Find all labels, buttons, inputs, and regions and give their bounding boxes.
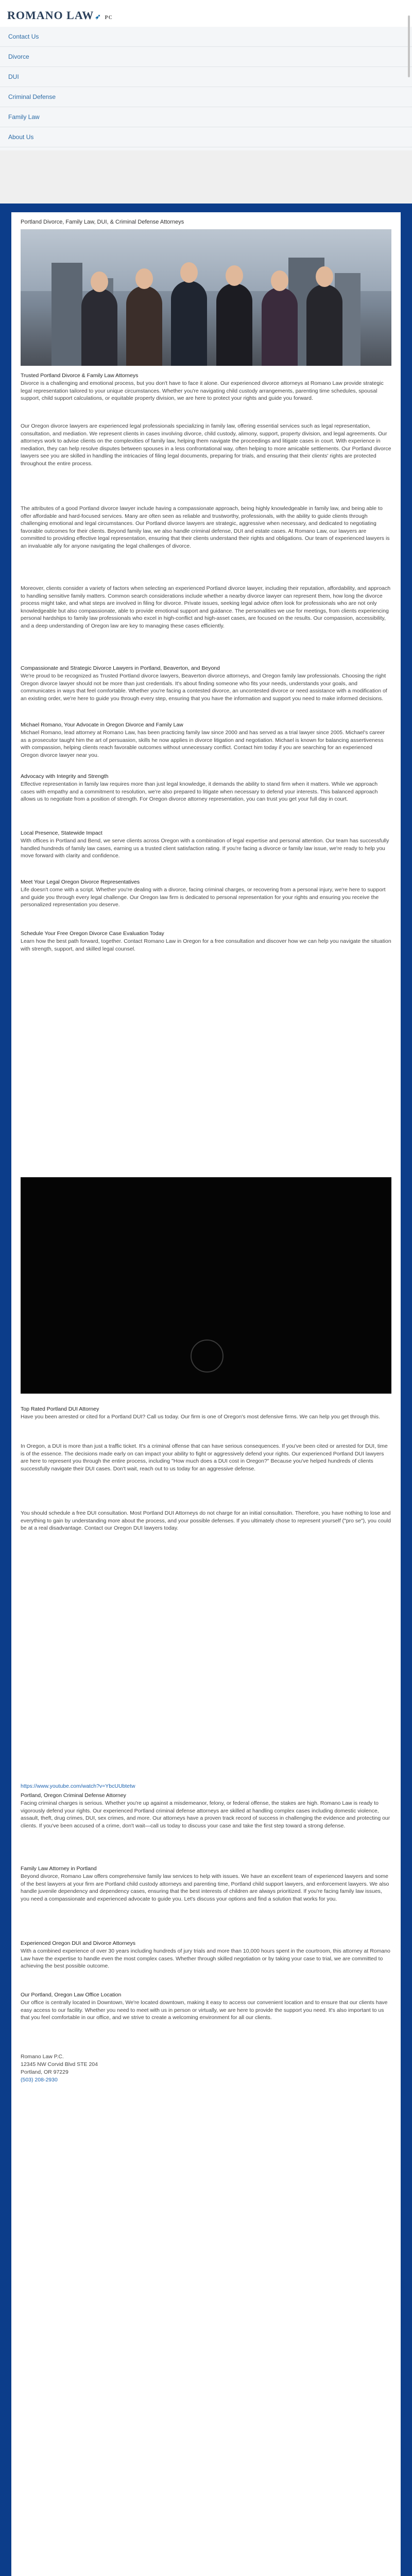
hero-title: Portland Divorce, Family Law, DUI, & Criminal Defense Attorneys [21,219,184,225]
paragraph: Effective representation in family law requires more than just legal knowledge, it demands the ability to stand firm when it matters. While we approach cases with empathy and a commitment to resolution, we're also prepared to litigate when necessary to defend your interests. This balanced approach allows us to negotiate from a position of strength. For Oregon divorce attorney representation, you can trust you get your full day in court. [21,781,378,802]
bird-icon: ➶ [95,13,102,21]
video-link[interactable]: https://www.youtube.com/watch?v=YbcUUbtetw [21,1783,135,1789]
scrollbar[interactable] [408,15,410,77]
nav-item-criminal-defense[interactable]: Criminal Defense [0,87,412,107]
photo-person [171,281,207,366]
paragraph: Beyond divorce, Romano Law offers comprehensive family law services to help with issues. We have an excellent team of experienced lawyers and some of the best lawyers at your firm are Portland child custody attorneys and parenting time, Portland child support lawyers, and enforcement lawyers. We also handle juvenile dependency and dependency cases, ensuring that the best interests of children are always prioritized. If you're facing family law issues, you need a compassionate and experienced advocate to guide you. Let's discuss your options and find a solution that works for you. [21,1873,389,1902]
address-city: Portland, OR 97229 [21,2069,68,2075]
paragraph: Life doesn't come with a script. Whether you're dealing with a divorce, facing criminal charges, or recovering from a personal injury, we're here to support and guide you through every legal challenge. Our Oregon law firm is dedicated to personal representation for your rights and ensuring you receive the personalized representation you deserve. [21,887,386,908]
nav-item-dui[interactable]: DUI [0,67,412,87]
photo-building [52,263,82,366]
site-header [0,0,412,27]
logo-suffix: PC [105,15,113,21]
play-icon[interactable] [191,1340,224,1372]
paragraph: You should schedule a free DUI consultation. Most Portland DUI Attorneys do not charge for an initial consultation. Therefore, you have nothing to lose and everything to gain by understanding more about the process, and your possible defenses. If you ultimately chose to represent yourself ("pro se"), you could be at a real disadvantage. Contact our Oregon DUI lawyers today. [21,1510,391,1531]
section-heading: Compassionate and Strategic Divorce Lawyers in Portland, Beaverton, and Beyond [21,665,220,671]
content-card [11,212,401,2576]
phone-link[interactable]: (503) 208-2930 [21,2077,58,2083]
nav-item-contact[interactable]: Contact Us [0,27,412,47]
paragraph: Facing criminal charges is serious. Whether you're up against a misdemeanor, felony, or federal offense, the stakes are high. Romano Law is ready to vigorously defend your rights. Our experienced Portland criminal defense attorneys are skilled at handling complex cases including domestic violence, assault, theft, drug crimes, DUI, sex crimes, and more. Our attorneys have a proven track record of success in challenging the evidence and protecting our clients. If you've been accused of a crime, don't wait—call us today to discuss your case and take the first step toward a strong defense. [21,1800,390,1829]
team-photo [21,229,391,366]
main-nav [0,27,412,150]
photo-person [216,283,252,366]
photo-person-head [271,270,288,291]
paragraph: Divorce is a challenging and emotional process, but you don't have to face it alone. Our experienced divorce attorneys at Romano Law provide strategic legal representation tailored to your unique circumstances. Whether you're navigating child custody arrangements, parenting time schedules, spousal support, child support calculations, or equitable property division, we are here to protect your rights and guide you forward. [21,380,384,401]
nav-item-about[interactable]: About Us [0,127,412,147]
photo-person-head [226,265,243,286]
paragraph: Learn how the best path forward, together. Contact Romano Law in Oregon for a free consultation and discover how we can help you navigate the situation with strength, support, and skilled legal counsel. [21,938,391,952]
paragraph: Our Oregon divorce lawyers are experienced legal professionals specializing in family law, offering essential services such as legal representation, consultation, and mediation. We represent clients in cases involving divorce, child custody, alimony, support, property division, and legal agreements. Our attorneys work to advise clients on the complexities of family law, helping them navigate the proceedings and litigate cases in court. With experience in mediation, they can help resolve disputes between spouses in a less confrontational way, often helping to more amicable settlements. Our Portland divorce lawyers see you are skilled in handling the intricacies of filing legal documents, preparing for trials, and ensuring that their clients' rights are protected throughout the entire process. [21,423,391,467]
logo-text: ROMANO LAW [7,9,94,22]
photo-person-head [316,266,333,287]
photo-person-head [91,272,108,292]
paragraph: Our office is centrally located in Downtown, We're located downtown, making it easy to access our convenient location and to ensure that our clients have easy access to our facility. Whether you need to meet with us in person or virtually, we are here to provide the support you need. It's also important to us that you feel comfortable in our office, and we strive to create a welcoming environment for all our clients. [21,1999,388,2021]
section-heading: Our Portland, Oregon Law Office Location [21,1992,122,1998]
section-heading: Top Rated Portland DUI Attorney [21,1406,99,1412]
paragraph: Have you been arrested or cited for a Portland DUI? Call us today. Our firm is one of Oregon's most defensive firms. We can help you get through this. [21,1414,380,1420]
photo-person-head [180,262,198,283]
section-heading: Local Presence, Statewide Impact [21,830,102,836]
section-heading: Meet Your Legal Oregon Divorce Representatives [21,879,140,885]
paragraph: Michael Romano, lead attorney at Romano Law, has been practicing family law since 2000 and has served as a trial lawyer since 2005. Michael's career as a prosecutor taught him the art of persuasion, skills he now applies in divorce litigation and negotiation. Michael is known for balancing assertiveness with compassion, helping clients reach favorable outcomes without unnecessary conflict. Contact him today if you are searching for an experienced Oregon divorce lawyer near you. [21,730,385,758]
paragraph: We're proud to be recognized as Trusted Portland divorce lawyers, Beaverton divorce attorneys, and Oregon family law professionals. Choosing the right Oregon divorce lawyer should not be more than just credentials. It's about finding someone who fits your needs, understands your goals, and communicates in ways that feel comfortable. Whether you're facing a contested divorce, an uncontested divorce or need assistance with a modification of an existing order, we're here to guide you through every step, ensuring that you have the information and support you need to make informed decisions. [21,673,387,702]
paragraph: Moreover, clients consider a variety of factors when selecting an experienced Portland divorce lawyer, including their reputation, affordability, and approach to handling sensitive family matters. Common search considerations include whether a nearby divorce lawyer can represent them, how long the divorce process might take, and what steps are involved in filing for divorce. Private issues, seeking legal advice often look for professionals who are not only knowledgeable but also compassionate, able to provide emotional support and guidance. The personalities we use for meetings, from clients experiencing personal hardships to family law professionals who excel in high-conflict and high-asset cases, are focused on the results. Our compassion, accessibility, and a deep understanding of Oregon law are key to managing these cases efficiently. [21,585,391,629]
photo-person [306,284,342,366]
video-player[interactable] [21,1177,391,1394]
section-heading: Trusted Portland Divorce & Family Law Attorneys [21,372,139,379]
section-heading: Schedule Your Free Oregon Divorce Case Evaluation Today [21,930,164,937]
paragraph: In Oregon, a DUI is more than just a traffic ticket. It's a criminal offense that can have serious consequences. If you've been cited or arrested for DUI, time is of the essence. The decisions made early on can impact your ability to fight or aggressively defend your rights. Our experienced Portland DUI lawyers are here to represent you through the entire process, including "How much does a DUI cost in Oregon?" Because you've helped hundreds of clients successfully navigate their DUI cases. Don't wait, reach out to us today for an aggressive defense. [21,1443,388,1472]
section-heading: Michael Romano, Your Advocate in Oregon Divorce and Family Law [21,722,183,728]
paragraph: The attributes of a good Portland divorce lawyer include having a compassionate approach, being highly knowledgeable in family law, and being able to offer affordable and hard-focused services. Many are often seen as reliable and trustworthy, professionals, with the ability to guide clients through challenging emotional and legal circumstances. Our Portland divorce lawyers are strategic, aggressive when necessary, and dedicated to negotiating favorable outcomes for their clients. Beyond family law, we also handle criminal defense, DUI and estate cases. At Romano Law, our lawyers are committed to providing effective legal representation, ensuring that their clients understand their rights and obligations. Our team of experienced lawyers is an invaluable ally for anyone navigating the legal challenges of divorce. [21,505,390,549]
address-street: 12345 NW Corvid Blvd STE 204 [21,2061,98,2067]
photo-person [81,289,117,366]
nav-item-family-law[interactable]: Family Law [0,107,412,127]
section-heading: Experienced Oregon DUI and Divorce Attorneys [21,1940,135,1946]
section-heading: Family Law Attorney in Portland [21,1866,97,1872]
photo-person [126,286,162,366]
address-name: Romano Law P.C. [21,2054,64,2060]
nav-item-divorce[interactable]: Divorce [0,47,412,67]
logo[interactable] [7,9,113,22]
section-heading: Advocacy with Integrity and Strength [21,773,109,779]
photo-person-head [135,268,153,289]
paragraph: With offices in Portland and Bend, we serve clients across Oregon with a combination of legal expertise and personal attention. Our team has successfully handled hundreds of family law cases, earning us a trusted client satisfaction rating. If you're facing a divorce or family law issue, we're ready to help you move forward with clarity and confidence. [21,838,389,859]
photo-person [262,287,298,366]
paragraph: With a combined experience of over 30 years including hundreds of jury trials and more than 10,000 hours spent in the courtroom, this attorney at Romano Law have the expertise to handle even the most complex cases. Whether through skilled negotiation or by taking your case to trial, we are committed to achieving the best possible outcome. [21,1948,390,1969]
section-heading: Portland, Oregon Criminal Defense Attorney [21,1792,126,1799]
